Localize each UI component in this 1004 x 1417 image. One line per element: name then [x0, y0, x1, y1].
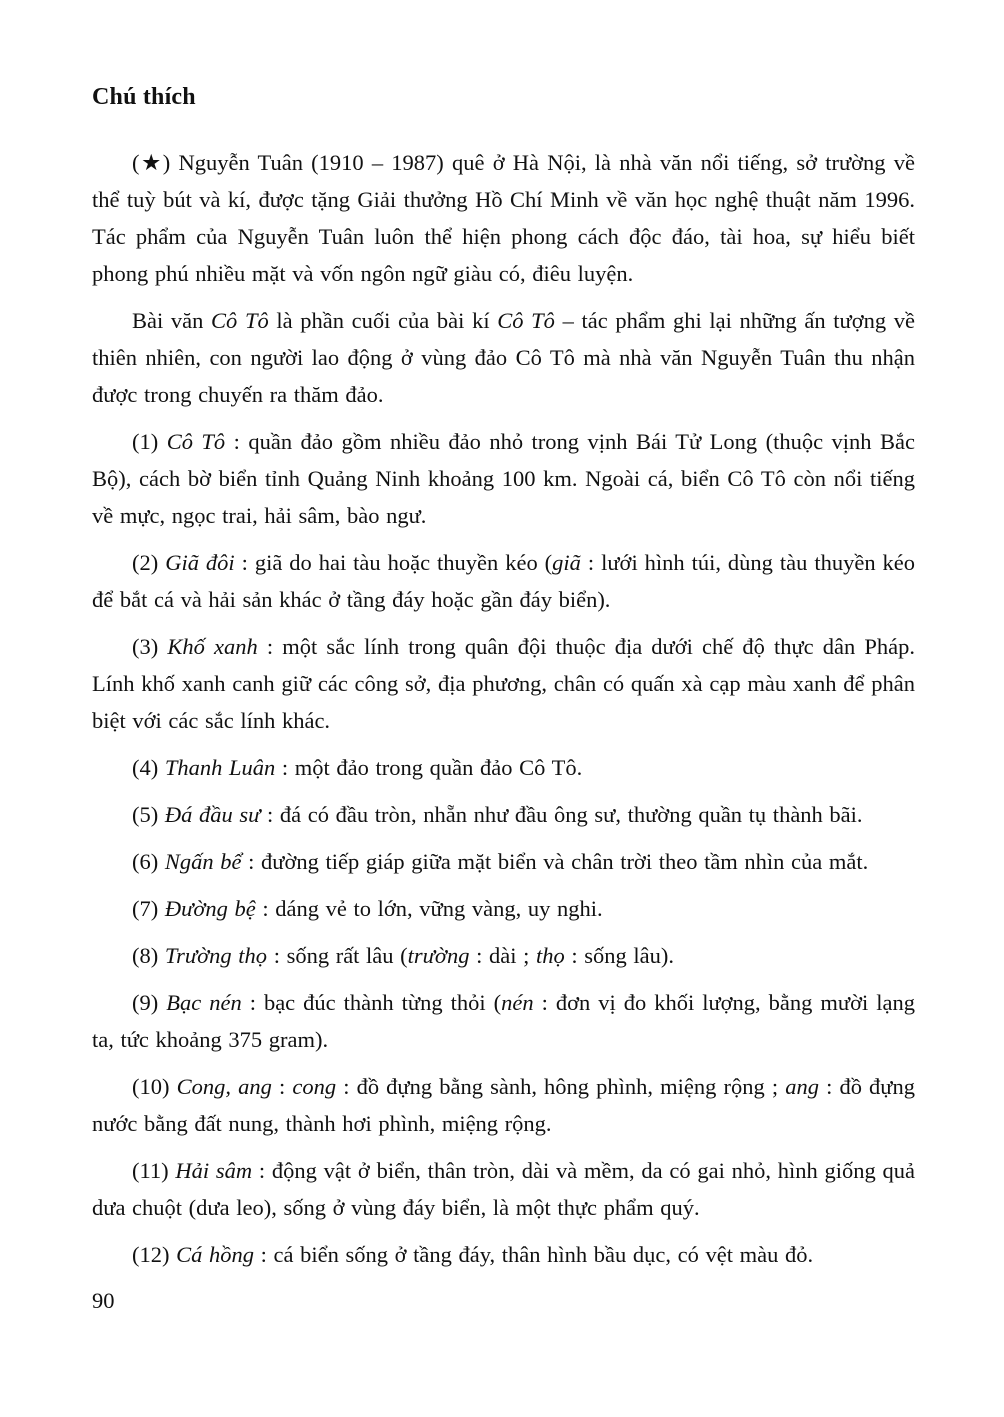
paragraph-author-note: (★) Nguyễn Tuân (1910 – 1987) quê ở Hà Nội, là nhà văn nổi tiếng, sở trường về thể tuỳ bút và kí, được tặng Giải thưởng Hồ Chí Minh về văn học nghệ thuật năm 1996. Tác phẩm của Nguyễn Tuân luôn thể hiện phong cách độc đáo, tài hoa, sự hiểu biết phong phú nhiều mặt và vốn ngôn ngữ giàu có, điêu luyện. — [92, 150, 915, 286]
paragraph-note-12: (12) Cá hồng : cá biển sống ở tầng đáy, thân hình bầu dục, có vệt màu đỏ. — [132, 1242, 814, 1267]
paragraph-note-9: (9) Bạc nén : bạc đúc thành từng thỏi (nén : đơn vị đo khối lượng, bằng mười lạng ta, tức khoảng 375 gram). — [92, 990, 915, 1052]
page-number: 90 — [92, 1288, 115, 1313]
paragraph-note-3: (3) Khố xanh : một sắc lính trong quân đội thuộc địa dưới chế độ thực dân Pháp. Lính khố xanh canh giữ các công sở, địa phương, chân có quấn xà cạp màu xanh để phân biệt với các sắc lính khác. — [92, 634, 915, 733]
paragraph-note-10: (10) Cong, ang : cong : đồ đựng bằng sành, hông phình, miệng rộng ; ang : đồ đựng nước bằng đất nung, thành hơi phình, miệng rộng. — [92, 1074, 915, 1136]
paragraph-note-7: (7) Đường bệ : dáng vẻ to lớn, vững vàng, uy nghi. — [132, 896, 603, 921]
paragraph-note-8: (8) Trường thọ : sống rất lâu (trường : dài ; thọ : sống lâu). — [132, 943, 674, 968]
paragraph-note-11: (11) Hải sâm : động vật ở biển, thân tròn, dài và mềm, da có gai nhỏ, hình giống quả dưa chuột (dưa leo), sống ở vùng đáy biển, là một thực phẩm quý. — [92, 1158, 915, 1220]
paragraph-work-intro: Bài văn Cô Tô là phần cuối của bài kí Cô Tô – tác phẩm ghi lại những ấn tượng về thiên nhiên, con người lao động ở vùng đảo Cô Tô mà nhà văn Nguyễn Tuân thu nhận được trong chuyến ra thăm đảo. — [92, 308, 916, 407]
section-heading: Chú thích — [92, 84, 196, 110]
paragraph-note-6: (6) Ngấn bể : đường tiếp giáp giữa mặt biển và chân trời theo tầm nhìn của mắt. — [132, 849, 869, 874]
paragraph-note-1: (1) Cô Tô : quần đảo gồm nhiều đảo nhỏ trong vịnh Bái Tử Long (thuộc vịnh Bắc Bộ), cách bờ biển tỉnh Quảng Ninh khoảng 100 km. Ngoài cá, biển Cô Tô còn nổi tiếng về mực, ngọc trai, hải sâm, bào ngư. — [92, 429, 915, 528]
paragraph-note-5: (5) Đá đầu sư : đá có đầu tròn, nhẵn như đầu ông sư, thường quần tụ thành bãi. — [132, 802, 863, 827]
notes-list — [92, 144, 915, 1273]
paragraph-note-2: (2) Giã đôi : giã do hai tàu hoặc thuyền kéo (giã : lưới hình túi, dùng tàu thuyền kéo để bắt cá và hải sản khác ở tầng đáy hoặc gần đáy biển). — [92, 550, 916, 612]
paragraph-note-4: (4) Thanh Luân : một đảo trong quần đảo Cô Tô. — [132, 755, 583, 780]
